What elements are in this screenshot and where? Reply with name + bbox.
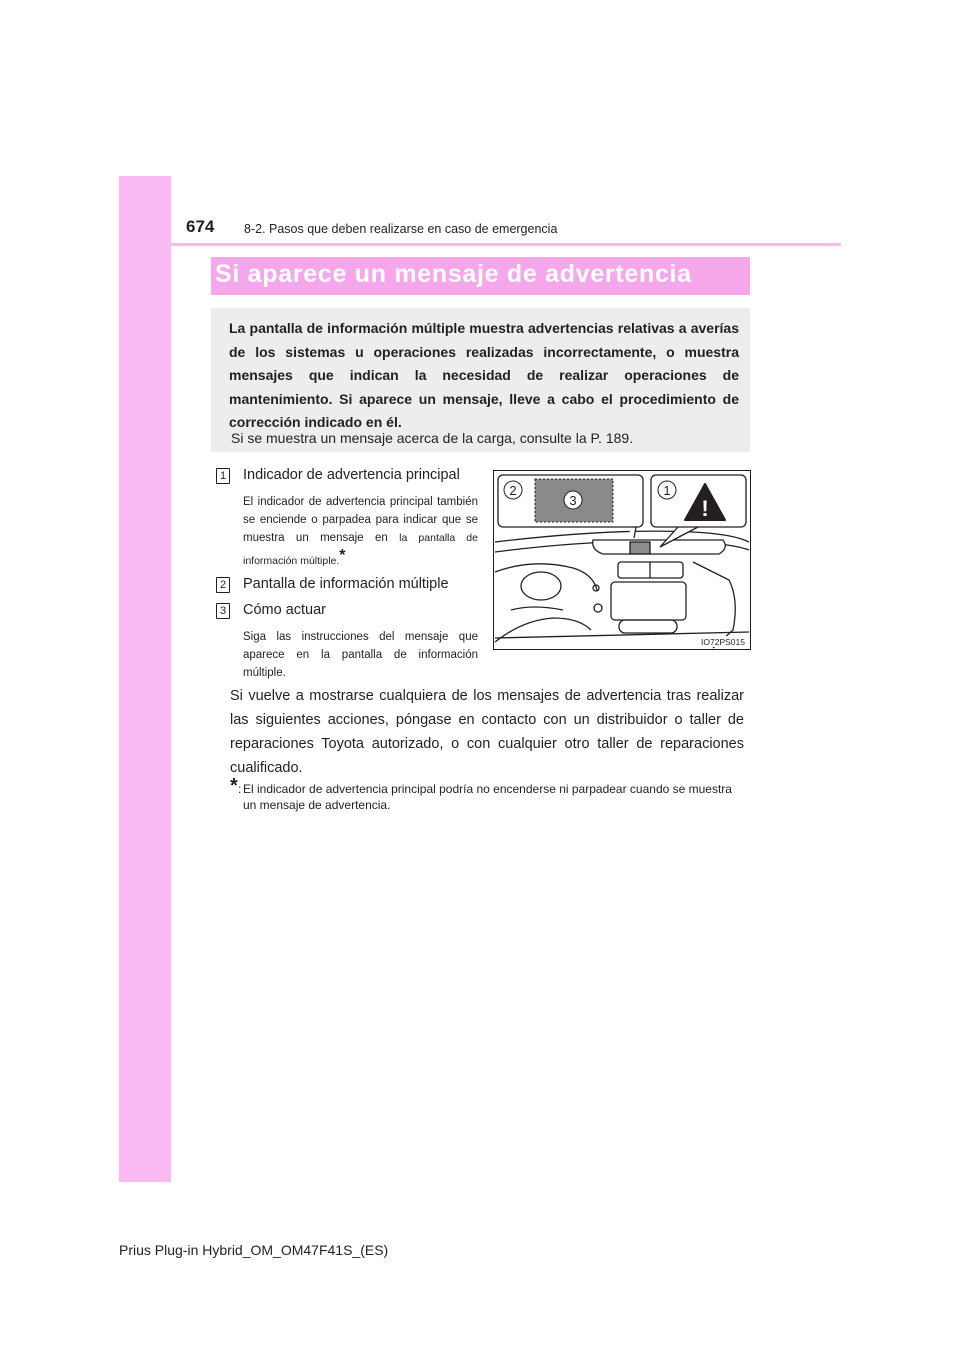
- footnote-text: El indicador de advertencia principal podría no encenderse ni parpadear cuando se muestra un mensaje de advertencia.: [243, 782, 732, 812]
- footnote-colon: :: [238, 782, 242, 796]
- item-number-badge: 1: [216, 468, 230, 484]
- intro-text: La pantalla de información múltiple muestra advertencias relativas a averías de los sistemas u operaciones realizadas incorrectamente, o muestra mensajes que indican la necesidad de realizar operaciones de mantenimiento. Si aparece un mensaje, lleve a cabo el procedimiento de corrección indicado en él.: [229, 320, 739, 430]
- dashboard-illustration: [493, 470, 751, 650]
- callout-number-1: 1: [663, 483, 671, 498]
- footer-model-code: Prius Plug-in Hybrid_OM_OM47F41S_(ES): [119, 1242, 389, 1258]
- warning-exclamation-glyph: !: [701, 496, 709, 521]
- item-desc-main-warning: [243, 493, 478, 570]
- figure-code: IO72PS015: [701, 637, 745, 647]
- callout-number-3: 3: [569, 493, 577, 508]
- side-tab-band: [119, 176, 171, 1182]
- intro-box: [211, 308, 750, 452]
- item-desc-tail: la pantalla de información múltiple.: [243, 532, 478, 567]
- footnote-star-mark: *: [339, 547, 346, 564]
- page-title: Si aparece un mensaje de advertencia: [215, 260, 692, 288]
- item-label-multi-info-display: Pantalla de información múltiple: [243, 576, 449, 592]
- page-number: 674: [186, 217, 215, 236]
- item-desc-how-to-act: Siga las instrucciones del mensaje que aparece en la pantalla de información múltiple.: [243, 631, 478, 679]
- item-label-how-to-act: Cómo actuar: [243, 602, 327, 618]
- item-desc-text: El indicador de advertencia principal también se enciende o parpadea para indicar que se muestra un mensaje en: [243, 496, 478, 544]
- item-number-badge: 3: [216, 603, 230, 619]
- intro-note: Si se muestra un mensaje acerca de la carga, consulte la P. 189.: [231, 430, 634, 446]
- footnote-star: *: [230, 775, 238, 797]
- section-title: 8-2. Pasos que deben realizarse en caso de emergencia: [244, 222, 558, 236]
- item-label-main-warning: Indicador de advertencia principal: [243, 467, 460, 483]
- callout-number-2: 2: [509, 483, 517, 498]
- item-number-badge: 2: [216, 577, 230, 593]
- footnote: [230, 775, 750, 813]
- title-bar: [211, 257, 750, 295]
- body-paragraph: Si vuelve a mostrarse cualquiera de los mensajes de advertencia tras realizar las siguientes acciones, póngase en contacto con un distribuidor o taller de reparaciones Toyota autorizado, o con cualquier otro taller de reparaciones cualificado.: [230, 688, 744, 776]
- header-rule: [119, 243, 841, 246]
